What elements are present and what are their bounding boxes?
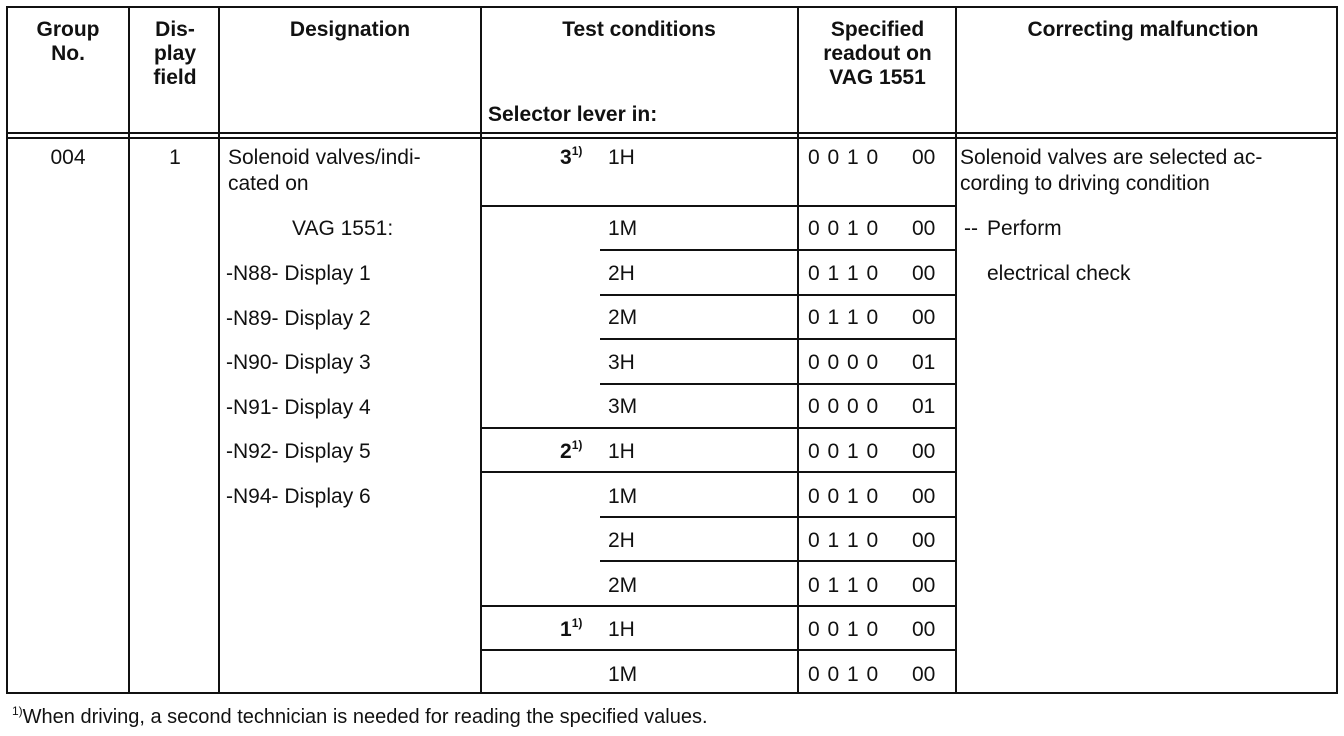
grid-line	[6, 6, 1338, 8]
gear-label: 2M	[608, 306, 638, 330]
readout-value: 0 0 0 0	[808, 395, 880, 419]
designation-item: -N91- Display 4	[226, 395, 371, 419]
readout-value: 0 0 1 0	[808, 618, 880, 642]
grid-line	[480, 605, 797, 607]
designation-line: cated on	[228, 172, 309, 195]
grid-line	[797, 605, 955, 607]
grid-line	[600, 338, 797, 340]
readout-value: 0 0 1 0	[808, 484, 880, 508]
designation-line: Solenoid valves/indi-	[228, 146, 421, 169]
grid-line	[600, 249, 797, 251]
gear-label: 1H	[608, 146, 635, 169]
grid-line	[6, 6, 8, 692]
readout-suffix: 00	[912, 261, 936, 285]
grid-line	[797, 338, 955, 340]
readout-suffix: 01	[912, 350, 936, 374]
readout-suffix: 00	[912, 618, 936, 642]
readout-value: 0 0 0 0	[808, 350, 880, 374]
lever-value: 3	[560, 146, 572, 169]
selector-lever-position	[560, 618, 582, 644]
readout-suffix: 00	[912, 306, 936, 330]
grid-line	[955, 6, 957, 692]
footnote-text: When driving, a second technician is needed for reading the specified values.	[22, 706, 708, 728]
grid-line	[1336, 6, 1338, 692]
readout-value: 0 1 1 0	[808, 573, 880, 597]
lever-value: 2	[560, 440, 572, 463]
readout-value: 0 0 1 0	[808, 217, 880, 240]
header-correcting-malfunction: Correcting malfunction	[1027, 18, 1259, 41]
grid-line	[128, 6, 130, 692]
header-test-conditions: Test conditions	[562, 18, 716, 41]
footnote-ref: 1)	[571, 616, 583, 631]
grid-line	[480, 205, 797, 207]
display-field-number: 1	[169, 146, 181, 169]
grid-line	[797, 427, 955, 429]
grid-line	[797, 249, 955, 251]
designation-item: -N88- Display 1	[226, 262, 371, 285]
gear-label: 1M	[608, 217, 638, 240]
footnote-ref: 1)	[571, 438, 583, 452]
selector-lever-position	[560, 146, 582, 172]
selector-lever-position	[560, 440, 582, 466]
designation-item: -N89- Display 2	[226, 306, 371, 330]
designation-item: -N90- Display 3	[226, 351, 371, 375]
grid-line	[600, 516, 797, 518]
correcting-text: electrical check	[987, 262, 1131, 285]
readout-value: 0 0 1 0	[808, 146, 880, 169]
grid-line	[6, 132, 1338, 134]
grid-line	[797, 205, 955, 207]
gear-label: 1H	[608, 440, 635, 463]
readout-suffix: 00	[912, 529, 936, 553]
grid-line	[797, 6, 799, 692]
grid-line	[218, 6, 220, 692]
grid-line	[6, 137, 1338, 139]
footnote	[12, 705, 708, 731]
grid-line	[480, 649, 797, 651]
footnote-mark: 1)	[12, 704, 23, 718]
header-display-field: Dis- play field	[153, 18, 197, 89]
lever-value: 1	[560, 618, 572, 642]
grid-line	[480, 427, 797, 429]
grid-line	[480, 471, 797, 473]
grid-line	[797, 516, 955, 518]
grid-line	[797, 294, 955, 296]
readout-suffix: 00	[912, 440, 936, 463]
readout-value: 0 1 1 0	[808, 529, 880, 553]
header-designation: Designation	[289, 18, 411, 41]
grid-line	[480, 6, 482, 692]
grid-line	[600, 560, 797, 562]
grid-line	[6, 692, 1338, 694]
gear-label: 1M	[608, 484, 638, 508]
grid-line	[797, 560, 955, 562]
readout-value: 0 1 1 0	[808, 261, 880, 285]
grid-line	[797, 649, 955, 651]
readout-value: 0 0 1 0	[808, 440, 880, 463]
gear-label: 3M	[608, 395, 638, 419]
readout-value: 0 1 1 0	[808, 306, 880, 330]
gear-label: 3H	[608, 350, 635, 374]
footnote-ref: 1)	[571, 144, 583, 158]
correcting-text: Solenoid valves are selected ac-	[960, 146, 1263, 169]
grid-line	[600, 383, 797, 385]
readout-suffix: 00	[912, 146, 936, 169]
header-specified-readout: Specified readout on VAG 1551	[823, 18, 932, 89]
readout-suffix: 01	[912, 395, 936, 419]
readout-suffix: 00	[912, 573, 936, 597]
group-number: 004	[50, 146, 86, 169]
header-group-no: Group No.	[36, 18, 100, 65]
designation-item: -N92- Display 5	[226, 440, 371, 464]
correcting-text: Perform	[987, 217, 1062, 240]
correcting-text: cording to driving condition	[960, 172, 1210, 195]
grid-line	[600, 294, 797, 296]
gear-label: 2H	[608, 261, 635, 285]
gear-label: 2H	[608, 529, 635, 553]
designation-line: VAG 1551:	[292, 217, 394, 240]
designation-item: -N94- Display 6	[226, 485, 371, 508]
gear-label: 1H	[608, 618, 635, 642]
header-selector-lever: Selector lever in:	[488, 103, 658, 126]
readout-suffix: 00	[912, 217, 936, 240]
readout-suffix: 00	[912, 663, 936, 686]
readout-suffix: 00	[912, 484, 936, 508]
grid-line	[797, 383, 955, 385]
gear-label: 2M	[608, 573, 638, 597]
readout-value: 0 0 1 0	[808, 663, 880, 686]
gear-label: 1M	[608, 663, 638, 686]
grid-line	[797, 471, 955, 473]
correcting-dash: --	[964, 217, 978, 240]
